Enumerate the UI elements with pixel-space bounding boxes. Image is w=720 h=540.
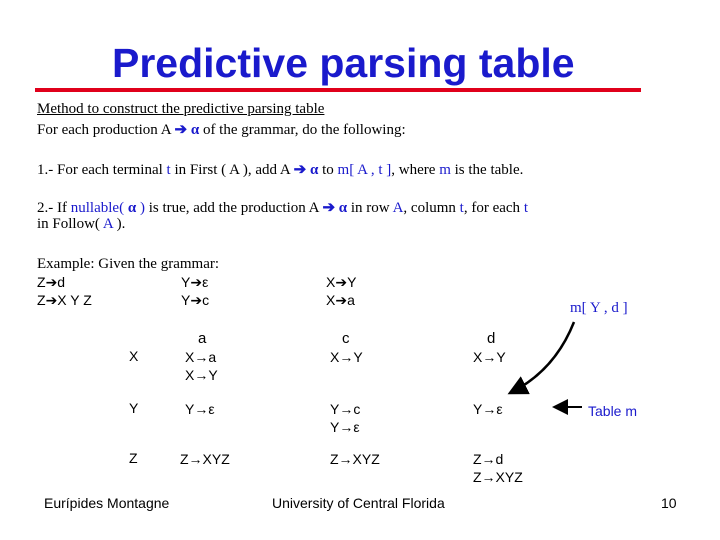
right-arrow-icon: ➔ (190, 292, 203, 308)
rule-lhs: Z (37, 274, 46, 290)
production-entry: X→Y (473, 349, 506, 365)
right-arrow-icon: ➔ (322, 200, 336, 216)
table-col-header-a: a (198, 330, 207, 347)
production-entry: Y→c (330, 401, 361, 417)
rule-rhs: Y (347, 274, 357, 290)
right-arrow-icon: ➔ (45, 274, 58, 290)
right-arrow-icon: ➔ (45, 292, 58, 308)
step2-prefix: 2.- If (37, 200, 67, 216)
rule-rhs: ε (202, 274, 209, 290)
rule-rhs: c (202, 292, 210, 308)
production-entry: Y→ε (330, 419, 360, 435)
alpha-symbol: α (338, 200, 348, 216)
step1-m: m[ A , t ] (337, 162, 392, 178)
footer-author: Eurípides Montagne (44, 495, 170, 511)
right-arrow-icon: ➔ (335, 292, 348, 308)
rule-lhs: Z (37, 292, 46, 308)
alpha-symbol: α (309, 162, 319, 178)
step2-mid3: , column (403, 200, 456, 216)
step2-t: t (523, 200, 528, 216)
alpha-symbol: α (190, 122, 200, 138)
alpha-symbol: α (127, 200, 137, 216)
cell-label-m-y-d: m[ Y , d ] (570, 300, 628, 316)
step2-line2-end: ). (116, 216, 126, 232)
step2-col: t (459, 200, 464, 216)
step1-end: is the table. (454, 162, 524, 178)
production-entry: Z→d (473, 451, 504, 467)
right-arrow-icon: ➔ (190, 274, 203, 290)
step2-mid1: is true, add the production A (148, 200, 319, 216)
table-row-header-z: Z (129, 450, 138, 466)
step1-prefix: 1.- For each terminal (37, 162, 163, 178)
table-col-header-d: d (487, 330, 496, 347)
rule-rhs: d (57, 274, 66, 290)
step2-nullable-close: ) (139, 200, 145, 216)
right-arrow-icon: ➔ (335, 274, 348, 290)
production-entry: Z→XYZ (330, 451, 380, 467)
rule-lhs: X (326, 274, 336, 290)
for-each-prefix: For each production A (37, 122, 171, 138)
step1-mid1: in First ( A ), add A (174, 162, 290, 178)
method-heading: Method to construct the predictive parsing table (37, 101, 325, 117)
production-entry: Y→ε (185, 401, 215, 417)
table-col-header-c: c (342, 330, 350, 347)
for-each-suffix: of the grammar, do the following: (202, 122, 406, 138)
right-arrow-icon: ➔ (293, 162, 307, 178)
footer-institution: University of Central Florida (272, 495, 445, 511)
step2-line2-prefix: in Follow( (37, 216, 100, 232)
step1-t: t (166, 162, 171, 178)
production-entry: Z→XYZ (473, 469, 523, 485)
step1-m2: m (439, 162, 451, 178)
footer-page-number: 10 (661, 495, 677, 511)
production-entry: X→a (185, 349, 217, 365)
step2-row: A (392, 200, 404, 216)
rule-lhs: Y (181, 274, 191, 290)
step2-mid2: in row (350, 200, 390, 216)
table-row-header-x: X (129, 348, 139, 364)
step1-mid3: , where (391, 162, 436, 178)
curved-pointer-arrow (512, 322, 574, 392)
right-arrow-icon: ➔ (174, 122, 188, 138)
production-entry: Y→ε (473, 401, 503, 417)
rule-rhs: X Y Z (57, 292, 92, 308)
rule-lhs: X (326, 292, 336, 308)
step2-nullable: nullable( (70, 200, 125, 216)
step2-follow: A (102, 216, 113, 232)
table-m-label: Table m (588, 403, 638, 419)
production-entry: X→Y (330, 349, 363, 365)
production-entry: Z→XYZ (180, 451, 230, 467)
rule-rhs: a (347, 292, 355, 308)
production-entry: X→Y (185, 367, 218, 383)
table-row-header-y: Y (129, 400, 139, 416)
step2-mid4: , for each (463, 200, 521, 216)
slide-title: Predictive parsing table (112, 40, 575, 86)
step1-mid2: to (322, 162, 334, 178)
rule-lhs: Y (181, 292, 191, 308)
example-heading: Example: Given the grammar: (37, 256, 220, 272)
